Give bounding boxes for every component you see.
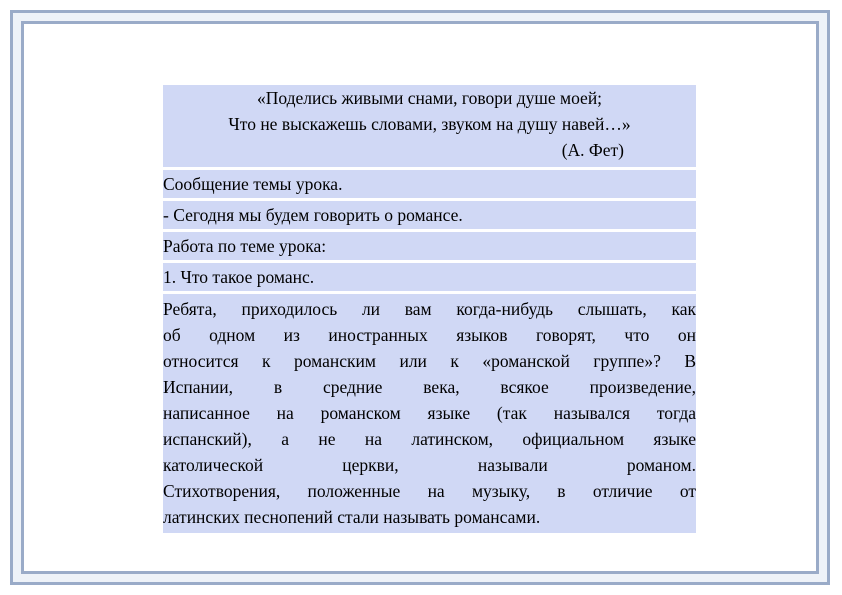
slide-text-block — [163, 85, 696, 533]
body-line: об одном из иностранных языков говорят, что он — [163, 325, 696, 345]
body-line: латинских песнопений стали называть романсами. — [163, 507, 541, 527]
body-line: испанский), а не на латинском, официальном языке — [163, 429, 696, 449]
lesson-topic-statement: - Сегодня мы будем говорить о романсе. — [163, 201, 696, 229]
epigraph-author: (А. Фет) — [561, 140, 624, 160]
body-line: написанное на романском языке (так назывался тогда — [163, 403, 696, 423]
body-line: Стихотворения, положенные на музыку, в отличие от — [163, 481, 696, 501]
body-line: относится к романским или к «романской группе»? В — [163, 351, 696, 371]
epigraph — [163, 85, 696, 167]
body-line: Ребята, приходилось ли вам когда-нибудь слышать, как — [163, 299, 696, 319]
body-line: Испании, в средние века, всякое произведение, — [163, 377, 696, 397]
lesson-question-1: 1. Что такое романс. — [163, 263, 696, 291]
lesson-topic-heading: Сообщение темы урока. — [163, 170, 696, 198]
body-line: католической церкви, называли романом. — [163, 455, 696, 475]
epigraph-line-1: «Поделись живыми снами, говори душе моей; — [256, 88, 603, 108]
epigraph-line-2: Что не выскажешь словами, звуком на душу навей…» — [228, 114, 631, 134]
body-paragraph — [163, 294, 696, 533]
lesson-work-heading: Работа по теме урока: — [163, 232, 696, 260]
